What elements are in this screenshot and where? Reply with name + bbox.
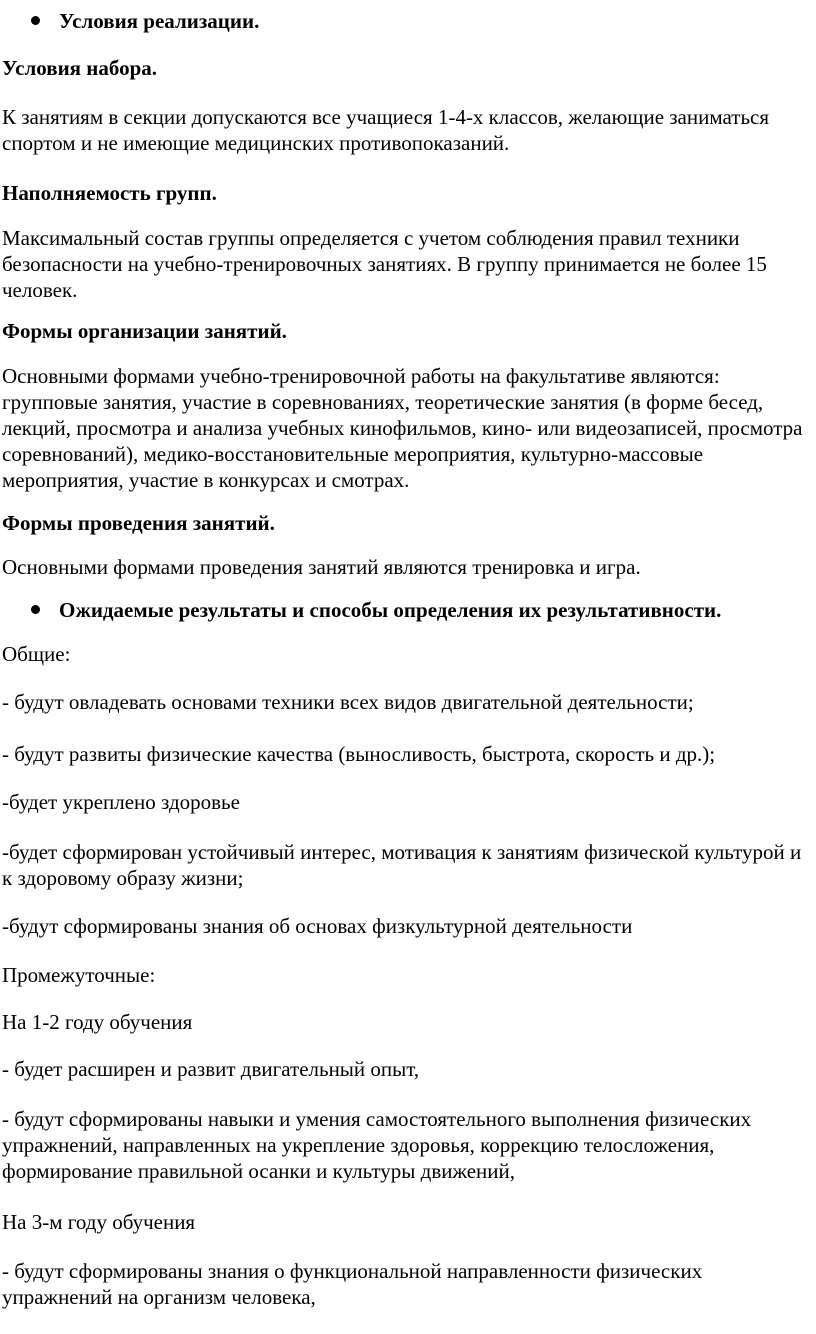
year-3-item: - будут сформированы знания о функциональной направленности физических упражнений на организм человека, (2, 1259, 703, 1309)
enrollment-heading: Условия набора. (2, 56, 158, 80)
forms-conduct-heading: Формы проведения занятий. (2, 511, 275, 535)
results-heading: Ожидаемые результаты и способы определения их результативности. (59, 598, 722, 622)
bullet-heading-results (0, 597, 816, 623)
intermediate-label: Промежуточные: (2, 963, 156, 987)
year-3-label: На 3-м году обучения (2, 1210, 196, 1234)
bullet-icon (31, 605, 40, 614)
bullet-icon (31, 16, 40, 25)
implementation-heading: Условия реализации. (59, 9, 260, 33)
bullet-heading-implementation (0, 8, 816, 34)
year-1-2-item: - будут сформированы навыки и умения самостоятельного выполнения физических упражнений, направленных на укрепление здоровья, коррекцию телосложения, формирование правильной осанки и культуры движений, (2, 1107, 752, 1183)
forms-conduct-text: Основными формами проведения занятий являются тренировка и игра. (2, 555, 641, 579)
general-item: -будет сформирован устойчивый интерес, мотивация к занятиям физической культурой и к здоровому образу жизни; (2, 840, 802, 890)
general-label: Общие: (2, 642, 71, 666)
forms-org-text: Основными формами учебно-тренировочной работы на факультативе являются: групповые занятия, участие в соревнованиях, теоретические занятия (в форме бесед, лекций, просмотра и анализа учебных кинофильмов, кино- или видеозаписей, просмотра соревнований), медико-восстановительные мероприятия, культурно-массовые мероприятия, участие в конкурсах и смотрах. (2, 364, 803, 492)
general-item: -будет укреплено здоровье (2, 790, 240, 814)
year-1-2-item: - будет расширен и развит двигательный опыт, (2, 1057, 420, 1081)
general-item: - будут овладевать основами техники всех видов двигательной деятельности; (2, 690, 694, 714)
forms-org-heading: Формы организации занятий. (2, 319, 287, 343)
group-size-text: Максимальный состав группы определяется с учетом соблюдения правил техники безопасности на учебно-тренировочных занятиях. В группу принимается не более 15 человек. (2, 226, 767, 302)
general-item: -будут сформированы знания об основах физкультурной деятельности (2, 914, 633, 938)
year-1-2-label: На 1-2 году обучения (2, 1010, 193, 1034)
general-item: - будут развиты физические качества (выносливость, быстрота, скорость и др.); (2, 742, 716, 766)
group-size-heading: Наполняемость групп. (2, 181, 217, 205)
enrollment-text: К занятиям в секции допускаются все учащиеся 1-4-х классов, желающие заниматься спортом и не имеющие медицинских противопоказаний. (2, 105, 770, 155)
